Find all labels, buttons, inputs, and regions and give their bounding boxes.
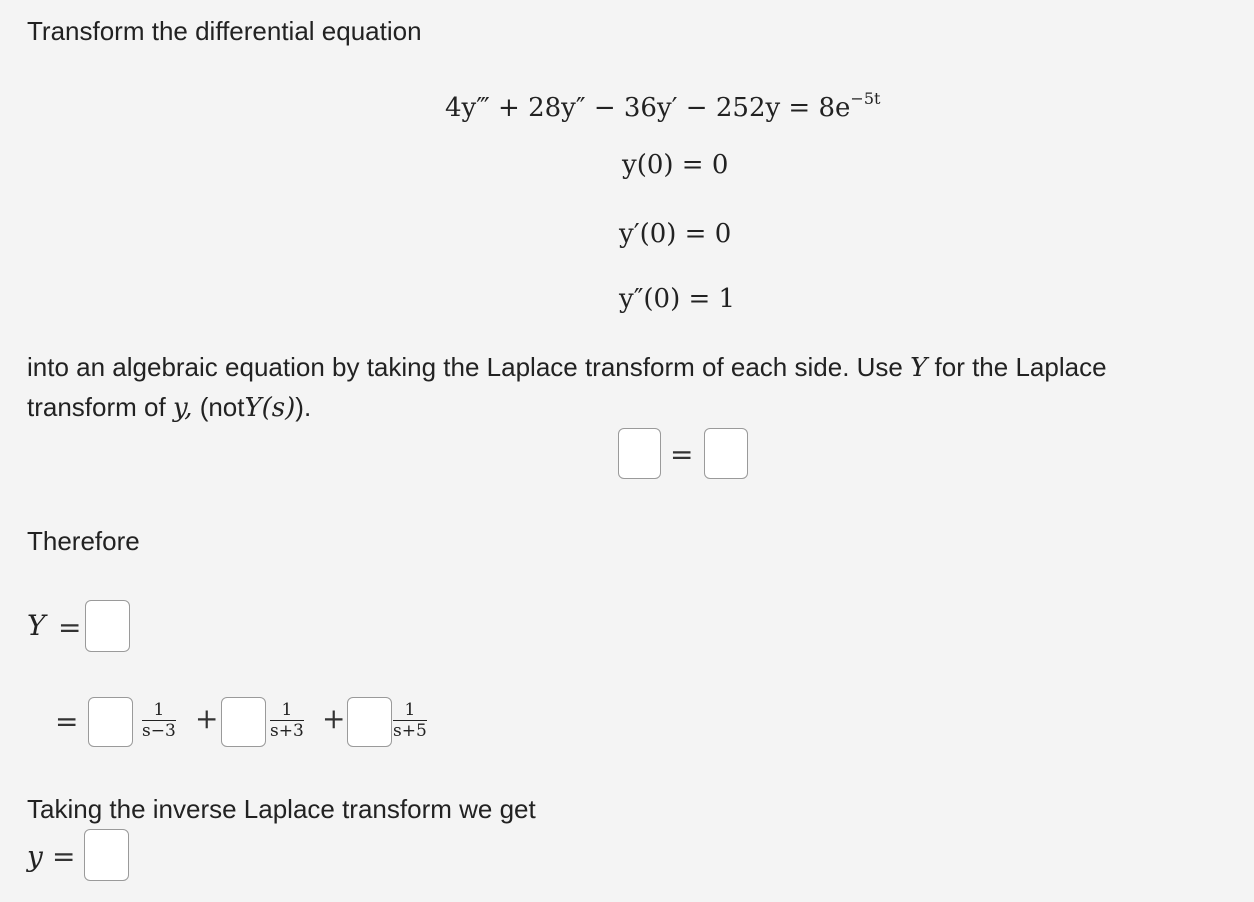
y-label: y: [27, 840, 43, 873]
fraction-1-denominator: s−3: [142, 721, 176, 741]
plus-sign-1: +: [195, 702, 219, 735]
fraction-2: [270, 701, 304, 740]
instruction-text-b: for the Laplace: [934, 352, 1107, 382]
coefficient-1-input[interactable]: [88, 697, 133, 747]
intro-text: Transform the differential equation: [27, 16, 422, 46]
Ys-symbol: Y(s): [244, 393, 296, 423]
Y-label: Y: [27, 609, 46, 642]
coefficient-3-input[interactable]: [347, 697, 392, 747]
transform-rhs-input[interactable]: [704, 428, 748, 479]
instruction-text-c: transform of: [27, 392, 166, 422]
equation-lhs: 4y‴ + 28y″ − 36y′ − 252y = 8e: [445, 93, 851, 123]
differential-equation: [445, 84, 880, 123]
initial-condition-3: y″(0) = 1: [619, 284, 736, 314]
transform-lhs-input[interactable]: [618, 428, 661, 479]
fraction-2-numerator: 1: [270, 701, 304, 721]
initial-condition-1: y(0) = 0: [622, 150, 729, 180]
coefficient-2-input[interactable]: [221, 697, 266, 747]
instruction-text-a: into an algebraic equation by taking the Laplace transform of each side. Use: [27, 352, 903, 382]
y-equals-sign: =: [52, 840, 76, 873]
Y-symbol: Y: [910, 353, 928, 383]
instruction-text-e: ).: [295, 392, 312, 422]
fraction-3-numerator: 1: [393, 701, 427, 721]
initial-condition-2: y′(0) = 0: [619, 219, 732, 249]
fraction-2-denominator: s+3: [270, 721, 304, 741]
instruction-line-2: [27, 392, 311, 423]
plus-sign-2: +: [322, 702, 346, 735]
y-solution-input[interactable]: [84, 829, 129, 881]
y-symbol: y,: [172, 393, 193, 423]
therefore-text: Therefore: [27, 526, 140, 556]
fraction-3-denominator: s+5: [393, 721, 427, 741]
Y-expression-input[interactable]: [85, 600, 130, 652]
instruction-line-1: [27, 352, 1107, 383]
Y-equals-sign: =: [58, 611, 82, 644]
inverse-transform-text: Taking the inverse Laplace transform we get: [27, 794, 536, 824]
equation-exponent: −5t: [850, 89, 881, 108]
partial-fractions-equals-sign: =: [55, 705, 79, 738]
fraction-1-numerator: 1: [142, 701, 176, 721]
transform-equals-sign: =: [670, 438, 694, 471]
instruction-text-d: (not: [199, 392, 245, 422]
fraction-1: [142, 701, 176, 740]
fraction-3: [393, 701, 427, 740]
